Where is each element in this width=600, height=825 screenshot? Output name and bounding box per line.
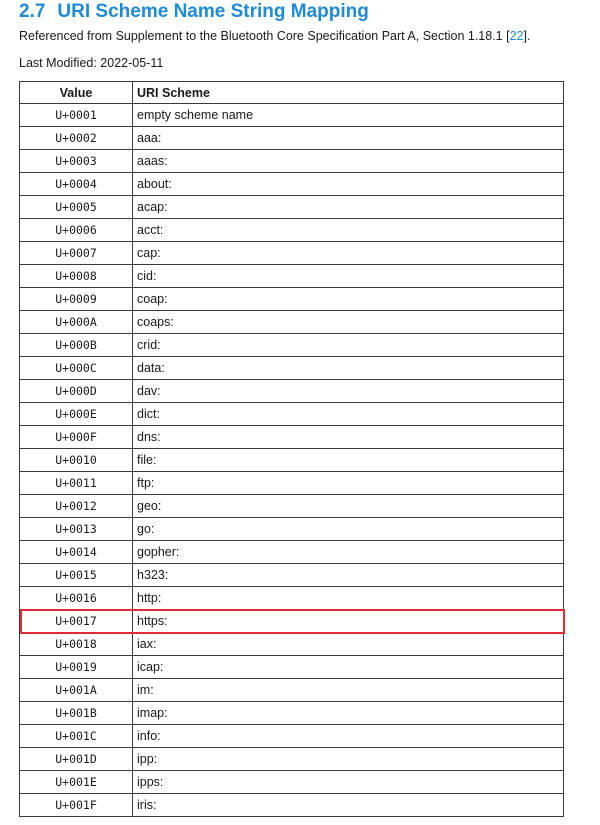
uri-scheme-cell: iax: bbox=[133, 633, 564, 656]
value-cell: U+0007 bbox=[20, 242, 133, 265]
uri-scheme-cell: geo: bbox=[133, 495, 564, 518]
table-body bbox=[20, 104, 564, 817]
uri-scheme-table bbox=[19, 81, 564, 817]
reference-text: Referenced from Supplement to the Bluetooth Core Specification Part A, Section 1.18.1 [ bbox=[19, 29, 510, 43]
value-cell: U+0017 bbox=[20, 610, 133, 633]
table-row bbox=[20, 219, 564, 242]
uri-scheme-cell: file: bbox=[133, 449, 564, 472]
value-cell: U+0019 bbox=[20, 656, 133, 679]
table-row bbox=[20, 541, 564, 564]
table-row bbox=[20, 127, 564, 150]
table-row bbox=[20, 242, 564, 265]
uri-scheme-cell: about: bbox=[133, 173, 564, 196]
last-modified: Last Modified: 2022-05-11 bbox=[19, 56, 164, 70]
value-cell: U+001E bbox=[20, 771, 133, 794]
value-cell: U+001C bbox=[20, 725, 133, 748]
table-row bbox=[20, 633, 564, 656]
uri-scheme-cell: coap: bbox=[133, 288, 564, 311]
uri-scheme-cell: empty scheme name bbox=[133, 104, 564, 127]
table-header-row bbox=[20, 82, 564, 104]
value-cell: U+000A bbox=[20, 311, 133, 334]
table-row bbox=[20, 794, 564, 817]
table-row bbox=[20, 403, 564, 426]
table-row bbox=[20, 518, 564, 541]
reference-link[interactable]: 22 bbox=[509, 29, 524, 43]
table-row bbox=[20, 380, 564, 403]
table-row bbox=[20, 150, 564, 173]
uri-scheme-cell: im: bbox=[133, 679, 564, 702]
uri-scheme-cell: dav: bbox=[133, 380, 564, 403]
table-row bbox=[20, 679, 564, 702]
table-row bbox=[20, 472, 564, 495]
uri-scheme-cell: acap: bbox=[133, 196, 564, 219]
section-title: URI Scheme Name String Mapping bbox=[57, 1, 369, 22]
value-cell: U+000F bbox=[20, 426, 133, 449]
section-number: 2.7 bbox=[19, 1, 46, 22]
table-row bbox=[20, 564, 564, 587]
uri-scheme-cell: crid: bbox=[133, 334, 564, 357]
column-header-uri-scheme: URI Scheme bbox=[133, 82, 564, 104]
table-row bbox=[20, 426, 564, 449]
value-cell: U+000E bbox=[20, 403, 133, 426]
uri-scheme-cell: http: bbox=[133, 587, 564, 610]
uri-scheme-cell: ipps: bbox=[133, 771, 564, 794]
value-cell: U+0009 bbox=[20, 288, 133, 311]
value-cell: U+0004 bbox=[20, 173, 133, 196]
value-cell: U+0018 bbox=[20, 633, 133, 656]
table-row bbox=[20, 288, 564, 311]
table-row bbox=[20, 610, 564, 633]
table-row bbox=[20, 725, 564, 748]
value-cell: U+0006 bbox=[20, 219, 133, 242]
table-row bbox=[20, 104, 564, 127]
value-cell: U+000B bbox=[20, 334, 133, 357]
value-cell: U+001F bbox=[20, 794, 133, 817]
value-cell: U+0011 bbox=[20, 472, 133, 495]
table-row bbox=[20, 311, 564, 334]
section-heading bbox=[19, 1, 369, 23]
value-cell: U+0008 bbox=[20, 265, 133, 288]
uri-scheme-cell: cid: bbox=[133, 265, 564, 288]
table-row bbox=[20, 748, 564, 771]
uri-scheme-cell: iris: bbox=[133, 794, 564, 817]
value-cell: U+0003 bbox=[20, 150, 133, 173]
value-cell: U+0012 bbox=[20, 495, 133, 518]
table-row bbox=[20, 357, 564, 380]
uri-scheme-cell: coaps: bbox=[133, 311, 564, 334]
value-cell: U+000C bbox=[20, 357, 133, 380]
value-cell: U+0015 bbox=[20, 564, 133, 587]
reference-suffix: ]. bbox=[523, 29, 531, 43]
uri-scheme-cell: info: bbox=[133, 725, 564, 748]
uri-scheme-cell: ipp: bbox=[133, 748, 564, 771]
table-row bbox=[20, 587, 564, 610]
table-row bbox=[20, 771, 564, 794]
reference-line bbox=[19, 29, 530, 43]
value-cell: U+001D bbox=[20, 748, 133, 771]
table-row bbox=[20, 334, 564, 357]
table-row bbox=[20, 265, 564, 288]
table-row bbox=[20, 702, 564, 725]
uri-scheme-cell: acct: bbox=[133, 219, 564, 242]
uri-scheme-cell: aaa: bbox=[133, 127, 564, 150]
uri-scheme-cell: ftp: bbox=[133, 472, 564, 495]
value-cell: U+0005 bbox=[20, 196, 133, 219]
table-row bbox=[20, 656, 564, 679]
uri-scheme-cell: imap: bbox=[133, 702, 564, 725]
table-row bbox=[20, 449, 564, 472]
value-cell: U+0016 bbox=[20, 587, 133, 610]
uri-scheme-cell: gopher: bbox=[133, 541, 564, 564]
value-cell: U+0010 bbox=[20, 449, 133, 472]
value-cell: U+0014 bbox=[20, 541, 133, 564]
uri-scheme-cell: data: bbox=[133, 357, 564, 380]
uri-scheme-cell: dict: bbox=[133, 403, 564, 426]
value-cell: U+001A bbox=[20, 679, 133, 702]
value-cell: U+0001 bbox=[20, 104, 133, 127]
uri-scheme-cell: icap: bbox=[133, 656, 564, 679]
value-cell: U+001B bbox=[20, 702, 133, 725]
uri-scheme-cell: cap: bbox=[133, 242, 564, 265]
uri-scheme-cell: h323: bbox=[133, 564, 564, 587]
uri-scheme-cell: go: bbox=[133, 518, 564, 541]
column-header-value: Value bbox=[20, 82, 133, 104]
uri-scheme-cell: aaas: bbox=[133, 150, 564, 173]
table-row bbox=[20, 196, 564, 219]
uri-scheme-cell: https: bbox=[133, 610, 564, 633]
value-cell: U+000D bbox=[20, 380, 133, 403]
table-row bbox=[20, 495, 564, 518]
uri-scheme-cell: dns: bbox=[133, 426, 564, 449]
value-cell: U+0013 bbox=[20, 518, 133, 541]
value-cell: U+0002 bbox=[20, 127, 133, 150]
table-row bbox=[20, 173, 564, 196]
